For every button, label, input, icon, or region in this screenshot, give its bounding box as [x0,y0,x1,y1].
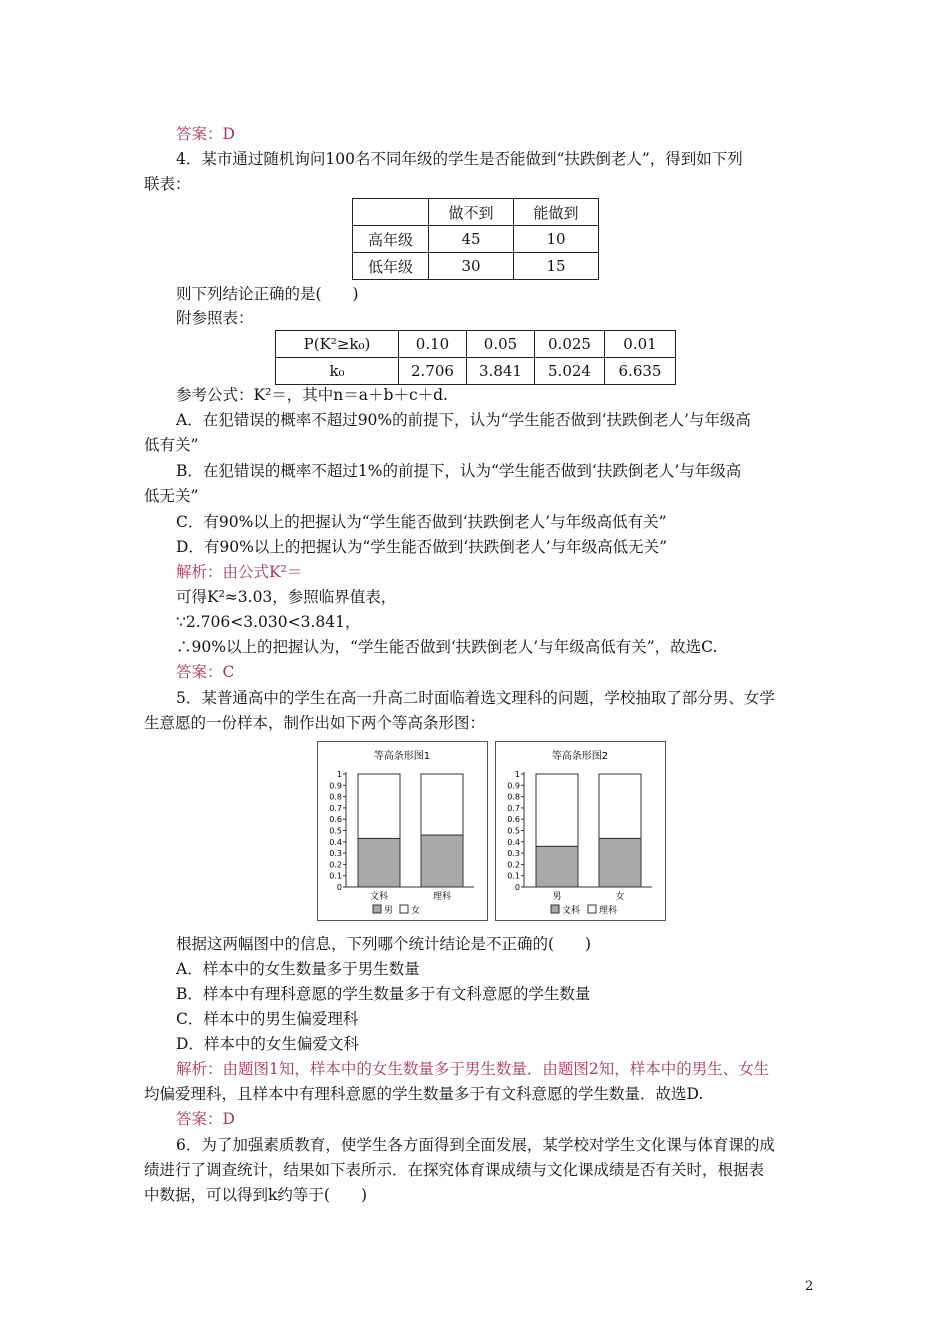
legend-swatch [588,905,596,913]
table-row [353,199,599,226]
y-tick-label: 0.7 [329,803,342,813]
reference-table [275,330,676,385]
table-row [353,253,599,280]
text-line: 则下列结论正确的是( ) [176,285,359,303]
legend-label: 男 [384,906,394,916]
text-line: 均偏爱理科，且样本中有理科意愿的学生数量多于有文科意愿的学生数量．故选D. [144,1085,704,1103]
y-tick-label: 0.3 [507,849,520,859]
text-line: 解析：由公式K²＝ [176,563,303,581]
text-line: C．样本中的男生偏爱理科 [176,1010,359,1028]
table-cell: 15 [514,253,599,280]
chart-title: 等高条形图1 [373,751,431,762]
text-line: B．在犯错误的概率不超过1%的前提下，认为“学生能否做到‘扶跌倒老人’与年级高 [176,462,742,480]
bar-segment-女 [358,774,400,838]
legend-label: 文科 [562,906,581,916]
text-line: 解析：由题图1知，样本中的女生数量多于男生数量．由题图2知，样本中的男生、女生 [176,1060,770,1078]
y-tick-label: 0.8 [329,792,342,802]
table-cell: 5.024 [535,358,605,385]
chart-title: 等高条形图2 [551,751,609,762]
legend-label: 理科 [599,906,618,916]
x-tick-label: 女 [615,892,625,902]
y-tick-label: 0.9 [329,781,342,791]
table-cell: 低年级 [353,253,429,280]
y-tick-label: 0.1 [507,871,520,881]
y-tick-label: 0 [514,883,520,892]
table-cell: 30 [429,253,514,280]
table-row [353,226,599,253]
bar-segment-文科 [599,838,641,887]
legend-label: 女 [411,906,421,916]
y-tick-label: 0.4 [329,837,342,847]
bar-segment-理科 [599,774,641,838]
text-line: D．有90%以上的把握认为“学生能否做到‘扶跌倒老人’与年级高低无关” [176,538,668,556]
table-row [276,331,676,358]
text-line: 答案：D [176,125,235,143]
table-cell: 做不到 [429,199,514,226]
text-line: 生意愿的一份样本，制作出如下两个等高条形图： [144,714,486,732]
y-tick-label: 0.2 [507,860,520,870]
legend-swatch [400,905,408,913]
x-tick-label: 男 [552,892,562,902]
table-cell: 45 [429,226,514,253]
table-cell: 0.05 [467,331,535,358]
y-tick-label: 0.5 [507,826,520,836]
bar-segment-女 [421,774,463,835]
legend-swatch [551,905,559,913]
table-cell: 6.635 [605,358,676,385]
y-tick-label: 0.6 [507,815,520,825]
text-line: 6．为了加强素质教育，使学生各方面得到全面发展，某学校对学生文化课与体育课的成 [176,1136,775,1154]
text-line: 参考公式：K²＝，其中n＝a＋b＋c＋d. [176,386,448,404]
x-tick-label: 理科 [432,892,452,902]
text-line: B．样本中有理科意愿的学生数量多于有文科意愿的学生数量 [176,985,591,1003]
table-cell: 10 [514,226,599,253]
bar-segment-男 [358,838,400,887]
table-cell: 3.841 [467,358,535,385]
text-line: 4．某市通过随机询问100名不同年级的学生是否能做到“扶跌倒老人”，得到如下列 [176,150,743,168]
text-line: 低有关” [144,436,199,454]
table-cell: 0.01 [605,331,676,358]
y-tick-label: 0.9 [507,781,520,791]
bar-chart-1 [317,741,488,921]
bar-segment-理科 [536,774,578,846]
text-line: A．样本中的女生数量多于男生数量 [176,960,420,978]
y-tick-label: 0.5 [329,826,342,836]
text-line: 可得K²≈3.03，参照临界值表， [176,588,397,606]
y-tick-label: 1 [336,770,342,779]
text-line: 附参照表： [176,309,254,327]
y-tick-label: 0.7 [507,803,520,813]
y-tick-label: 0.4 [507,837,520,847]
y-tick-label: 0.8 [507,792,520,802]
legend-swatch [373,905,381,913]
text-line: C．有90%以上的把握认为“学生能否做到‘扶跌倒老人’与年级高低有关” [176,513,667,531]
table-cell: 0.025 [535,331,605,358]
y-tick-label: 0 [336,883,342,892]
table-cell: k₀ [276,358,399,385]
bar-segment-男 [421,835,463,887]
table-cell: 2.706 [399,358,467,385]
text-line: 5．某普通高中的学生在高一升高二时面临着选文理科的问题，学校抽取了部分男、女学 [176,689,775,707]
text-line: 中数据，可以得到k约等于( ) [144,1186,367,1204]
table-cell: P(K²≥k₀) [276,331,399,358]
contingency-table [352,198,599,280]
text-line: 低无关” [144,487,199,505]
text-line: 答案：D [176,1110,235,1128]
table-cell: 能做到 [514,199,599,226]
text-line: ∴90%以上的把握认为，“学生能否做到‘扶跌倒老人’与年级高低有关”，故选C. [176,638,718,656]
text-line: 绩进行了调查统计，结果如下表所示．在探究体育课成绩与文化课成绩是否有关时，根据表 [144,1161,765,1179]
text-line: D．样本中的女生偏爱文科 [176,1035,359,1053]
x-tick-label: 文科 [369,892,389,902]
text-line: A．在犯错误的概率不超过90%的前提下，认为“学生能否做到‘扶跌倒老人’与年级高 [176,411,751,429]
y-tick-label: 1 [514,770,520,779]
text-line: 联表： [144,175,191,193]
y-tick-label: 0.3 [329,849,342,859]
table-cell [353,199,429,226]
text-line: 答案：C [176,663,235,681]
y-tick-label: 0.2 [329,860,342,870]
text-line: ∵2.706<3.030<3.841， [176,613,361,631]
bar-chart-2 [495,741,666,921]
text-line: 根据这两幅图中的信息，下列哪个统计结论是不正确的( ) [176,935,592,953]
page-number: 2 [805,1279,814,1294]
y-tick-label: 0.6 [329,815,342,825]
table-row [276,358,676,385]
y-tick-label: 0.1 [329,871,342,881]
table-cell: 0.10 [399,331,467,358]
table-cell: 高年级 [353,226,429,253]
bar-segment-文科 [536,846,578,887]
